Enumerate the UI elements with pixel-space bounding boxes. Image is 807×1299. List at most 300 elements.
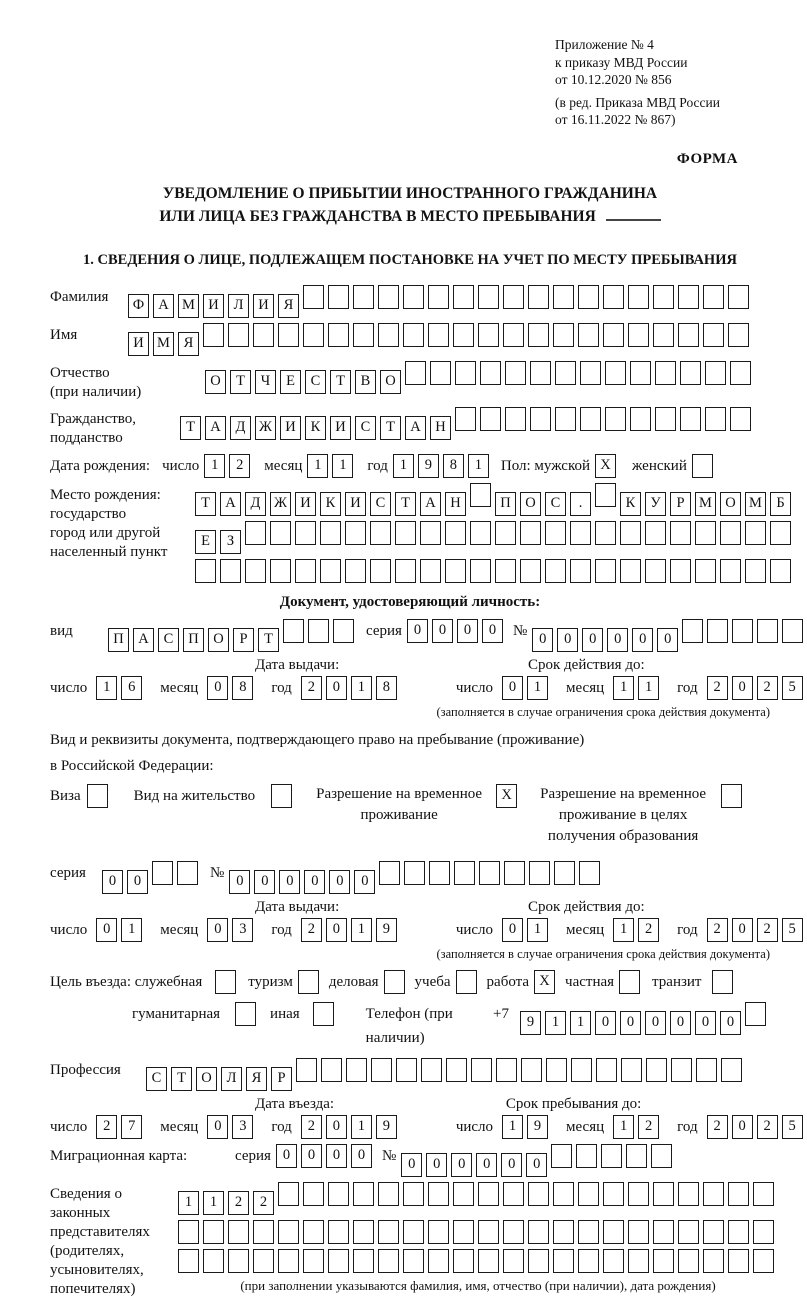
char-box[interactable]	[345, 521, 366, 545]
char-box[interactable]	[579, 861, 600, 885]
id-valid-day-boxes[interactable]	[502, 676, 552, 700]
char-box[interactable]: З	[220, 530, 241, 554]
char-box[interactable]: Т	[395, 492, 416, 516]
char-box[interactable]: 2	[757, 676, 778, 700]
char-box[interactable]: М	[153, 332, 174, 356]
char-box[interactable]: 2	[301, 1115, 322, 1139]
surname-boxes[interactable]	[128, 285, 753, 318]
profession-boxes[interactable]	[146, 1058, 746, 1091]
char-box[interactable]	[152, 861, 173, 885]
char-box[interactable]: 0	[620, 1011, 641, 1035]
patronymic-boxes[interactable]	[205, 361, 755, 394]
char-box[interactable]	[453, 1182, 474, 1206]
char-box[interactable]: 1	[527, 918, 548, 942]
char-box[interactable]: А	[405, 416, 426, 440]
char-box[interactable]	[178, 1249, 199, 1273]
permit-number-boxes[interactable]	[229, 861, 604, 894]
char-box[interactable]	[446, 1058, 467, 1082]
char-box[interactable]	[504, 861, 525, 885]
char-box[interactable]	[680, 361, 701, 385]
citizenship-boxes[interactable]	[180, 407, 755, 440]
char-box[interactable]	[378, 1249, 399, 1273]
char-box[interactable]	[505, 361, 526, 385]
char-box[interactable]: 0	[732, 918, 753, 942]
char-box[interactable]: 5	[782, 1115, 803, 1139]
char-box[interactable]	[720, 559, 741, 583]
char-box[interactable]	[428, 285, 449, 309]
char-box[interactable]	[445, 559, 466, 583]
char-box[interactable]	[545, 521, 566, 545]
char-box[interactable]	[696, 1058, 717, 1082]
char-box[interactable]: Е	[280, 370, 301, 394]
char-box[interactable]: И	[203, 294, 224, 318]
char-box[interactable]	[428, 1220, 449, 1244]
char-box[interactable]	[630, 407, 651, 431]
char-box[interactable]: 5	[782, 918, 803, 942]
char-box[interactable]	[378, 323, 399, 347]
char-box[interactable]: 2	[707, 676, 728, 700]
char-box[interactable]: 2	[638, 1115, 659, 1139]
char-box[interactable]	[178, 1220, 199, 1244]
char-box[interactable]	[353, 1220, 374, 1244]
char-box[interactable]: 2	[707, 1115, 728, 1139]
char-box[interactable]: И	[253, 294, 274, 318]
char-box[interactable]	[670, 521, 691, 545]
char-box[interactable]: К	[620, 492, 641, 516]
id-issue-year-boxes[interactable]	[301, 676, 401, 700]
char-box[interactable]	[495, 559, 516, 583]
char-box[interactable]: 0	[476, 1153, 497, 1177]
char-box[interactable]: К	[320, 492, 341, 516]
char-box[interactable]	[678, 1220, 699, 1244]
char-box[interactable]: 0	[501, 1153, 522, 1177]
char-box[interactable]	[578, 1220, 599, 1244]
char-box[interactable]: 2	[96, 1115, 117, 1139]
char-box[interactable]: 1	[613, 918, 634, 942]
char-box[interactable]	[404, 861, 425, 885]
char-box[interactable]	[578, 285, 599, 309]
char-box[interactable]: Р	[271, 1067, 292, 1091]
char-box[interactable]	[445, 521, 466, 545]
char-box[interactable]: 1	[203, 1191, 224, 1215]
char-box[interactable]: А	[153, 294, 174, 318]
char-box[interactable]	[478, 323, 499, 347]
char-box[interactable]	[655, 361, 676, 385]
char-box[interactable]	[503, 323, 524, 347]
char-box[interactable]	[420, 559, 441, 583]
char-box[interactable]	[278, 1182, 299, 1206]
char-box[interactable]	[646, 1058, 667, 1082]
study-checkbox[interactable]	[456, 970, 481, 994]
char-box[interactable]	[628, 285, 649, 309]
char-box[interactable]	[480, 361, 501, 385]
char-box[interactable]	[384, 970, 405, 994]
char-box[interactable]	[478, 285, 499, 309]
char-box[interactable]: П	[495, 492, 516, 516]
char-box[interactable]: 0	[595, 1011, 616, 1035]
char-box[interactable]: 1	[570, 1011, 591, 1035]
char-box[interactable]	[553, 1249, 574, 1273]
char-box[interactable]	[353, 323, 374, 347]
char-box[interactable]: 8	[376, 676, 397, 700]
char-box[interactable]: Т	[258, 628, 279, 652]
char-box[interactable]: 0	[557, 628, 578, 652]
char-box[interactable]	[253, 1220, 274, 1244]
char-box[interactable]	[278, 1220, 299, 1244]
char-box[interactable]: 0	[279, 870, 300, 894]
phone-boxes[interactable]	[520, 1002, 770, 1035]
char-box[interactable]	[703, 1220, 724, 1244]
char-box[interactable]	[728, 285, 749, 309]
char-box[interactable]	[653, 1182, 674, 1206]
char-box[interactable]: 9	[376, 918, 397, 942]
char-box[interactable]	[553, 285, 574, 309]
char-box[interactable]: А	[205, 416, 226, 440]
char-box[interactable]: 0	[407, 619, 428, 643]
char-box[interactable]	[619, 970, 640, 994]
char-box[interactable]	[429, 861, 450, 885]
tourism-checkbox[interactable]	[298, 970, 323, 994]
char-box[interactable]: 1	[204, 454, 225, 478]
char-box[interactable]	[453, 1249, 474, 1273]
char-box[interactable]: 0	[207, 1115, 228, 1139]
edu-permit-checkbox[interactable]	[721, 784, 746, 808]
char-box[interactable]	[353, 1249, 374, 1273]
char-box[interactable]: 0	[432, 619, 453, 643]
char-box[interactable]	[707, 619, 728, 643]
char-box[interactable]: 2	[757, 1115, 778, 1139]
permit-valid-month-boxes[interactable]	[613, 918, 663, 942]
char-box[interactable]	[553, 1182, 574, 1206]
char-box[interactable]: 1	[613, 1115, 634, 1139]
char-box[interactable]	[580, 407, 601, 431]
char-box[interactable]	[678, 1249, 699, 1273]
char-box[interactable]: 5	[782, 676, 803, 700]
char-box[interactable]: Д	[230, 416, 251, 440]
char-box[interactable]	[655, 407, 676, 431]
birthplace-boxes-3[interactable]	[195, 559, 795, 583]
char-box[interactable]	[551, 1144, 572, 1168]
id-issue-month-boxes[interactable]	[207, 676, 257, 700]
char-box[interactable]	[721, 784, 742, 808]
char-box[interactable]	[203, 323, 224, 347]
char-box[interactable]	[578, 323, 599, 347]
char-box[interactable]	[308, 619, 329, 643]
char-box[interactable]: 0	[732, 676, 753, 700]
char-box[interactable]: 0	[326, 676, 347, 700]
char-box[interactable]: 1	[96, 676, 117, 700]
char-box[interactable]	[379, 861, 400, 885]
char-box[interactable]: 0	[426, 1153, 447, 1177]
char-box[interactable]	[303, 1249, 324, 1273]
char-box[interactable]	[603, 1182, 624, 1206]
char-box[interactable]: И	[128, 332, 149, 356]
permit-valid-day-boxes[interactable]	[502, 918, 552, 942]
char-box[interactable]: Я	[278, 294, 299, 318]
char-box[interactable]	[370, 521, 391, 545]
char-box[interactable]: Ж	[255, 416, 276, 440]
char-box[interactable]	[529, 861, 550, 885]
char-box[interactable]: В	[355, 370, 376, 394]
official-checkbox[interactable]	[215, 970, 240, 994]
char-box[interactable]	[530, 407, 551, 431]
char-box[interactable]: Л	[228, 294, 249, 318]
char-box[interactable]	[278, 323, 299, 347]
char-box[interactable]: Р	[670, 492, 691, 516]
char-box[interactable]	[195, 559, 216, 583]
char-box[interactable]: 0	[670, 1011, 691, 1035]
char-box[interactable]	[630, 361, 651, 385]
char-box[interactable]	[321, 1058, 342, 1082]
reps-boxes-1[interactable]	[178, 1182, 778, 1215]
char-box[interactable]: 0	[96, 918, 117, 942]
char-box[interactable]	[578, 1182, 599, 1206]
char-box[interactable]: 0	[632, 628, 653, 652]
char-box[interactable]	[228, 1249, 249, 1273]
char-box[interactable]: 3	[232, 918, 253, 942]
char-box[interactable]	[235, 1002, 256, 1026]
char-box[interactable]	[745, 559, 766, 583]
entry-year-boxes[interactable]	[301, 1115, 401, 1139]
char-box[interactable]	[320, 559, 341, 583]
char-box[interactable]	[680, 407, 701, 431]
char-box[interactable]: 2	[301, 676, 322, 700]
char-box[interactable]	[245, 559, 266, 583]
char-box[interactable]: 0	[457, 619, 478, 643]
humanitarian-checkbox[interactable]	[235, 1002, 260, 1026]
char-box[interactable]: А	[220, 492, 241, 516]
char-box[interactable]: Н	[445, 492, 466, 516]
char-box[interactable]	[253, 323, 274, 347]
char-box[interactable]: 0	[254, 870, 275, 894]
char-box[interactable]: 0	[102, 870, 123, 894]
char-box[interactable]	[753, 1220, 774, 1244]
char-box[interactable]	[653, 285, 674, 309]
char-box[interactable]: 6	[121, 676, 142, 700]
char-box[interactable]	[228, 1220, 249, 1244]
char-box[interactable]	[528, 1249, 549, 1273]
char-box[interactable]	[620, 559, 641, 583]
id-valid-year-boxes[interactable]	[707, 676, 807, 700]
char-box[interactable]	[454, 861, 475, 885]
birth-month-boxes[interactable]	[307, 454, 357, 478]
char-box[interactable]	[295, 521, 316, 545]
char-box[interactable]	[555, 361, 576, 385]
char-box[interactable]: 0	[401, 1153, 422, 1177]
char-box[interactable]	[530, 361, 551, 385]
char-box[interactable]: У	[645, 492, 666, 516]
char-box[interactable]	[303, 1220, 324, 1244]
char-box[interactable]: И	[280, 416, 301, 440]
char-box[interactable]: 0	[304, 870, 325, 894]
char-box[interactable]: 0	[207, 918, 228, 942]
char-box[interactable]: 0	[502, 676, 523, 700]
char-box[interactable]	[203, 1249, 224, 1273]
char-box[interactable]: 7	[121, 1115, 142, 1139]
char-box[interactable]: 0	[582, 628, 603, 652]
char-box[interactable]	[478, 1220, 499, 1244]
char-box[interactable]: Ч	[255, 370, 276, 394]
char-box[interactable]: 0	[329, 870, 350, 894]
char-box[interactable]: 0	[695, 1011, 716, 1035]
char-box[interactable]	[220, 559, 241, 583]
char-box[interactable]: О	[208, 628, 229, 652]
char-box[interactable]: X	[595, 454, 616, 478]
char-box[interactable]	[578, 1249, 599, 1273]
char-box[interactable]	[712, 970, 733, 994]
char-box[interactable]	[203, 1220, 224, 1244]
char-box[interactable]	[303, 285, 324, 309]
char-box[interactable]	[720, 521, 741, 545]
char-box[interactable]: 0	[482, 619, 503, 643]
char-box[interactable]	[403, 323, 424, 347]
char-box[interactable]	[405, 361, 426, 385]
char-box[interactable]	[528, 1182, 549, 1206]
char-box[interactable]	[503, 1249, 524, 1273]
char-box[interactable]	[403, 285, 424, 309]
id-series-boxes[interactable]	[407, 619, 507, 643]
char-box[interactable]	[320, 521, 341, 545]
char-box[interactable]: 9	[418, 454, 439, 478]
char-box[interactable]: Е	[195, 530, 216, 554]
char-box[interactable]: 1	[527, 676, 548, 700]
char-box[interactable]: И	[330, 416, 351, 440]
char-box[interactable]: И	[295, 492, 316, 516]
char-box[interactable]	[555, 407, 576, 431]
char-box[interactable]: 2	[253, 1191, 274, 1215]
char-box[interactable]: 2	[228, 1191, 249, 1215]
entry-day-boxes[interactable]	[96, 1115, 146, 1139]
char-box[interactable]: 3	[232, 1115, 253, 1139]
char-box[interactable]	[503, 1182, 524, 1206]
permit-issue-day-boxes[interactable]	[96, 918, 146, 942]
char-box[interactable]	[671, 1058, 692, 1082]
char-box[interactable]: 0	[301, 1144, 322, 1168]
char-box[interactable]	[328, 285, 349, 309]
name-boxes[interactable]	[128, 323, 753, 356]
char-box[interactable]	[303, 1182, 324, 1206]
char-box[interactable]: О	[520, 492, 541, 516]
char-box[interactable]	[621, 1058, 642, 1082]
char-box[interactable]	[403, 1182, 424, 1206]
char-box[interactable]	[270, 521, 291, 545]
char-box[interactable]: 0	[720, 1011, 741, 1035]
other-checkbox[interactable]	[313, 1002, 338, 1026]
char-box[interactable]	[728, 1182, 749, 1206]
char-box[interactable]: 0	[607, 628, 628, 652]
char-box[interactable]	[453, 1220, 474, 1244]
char-box[interactable]	[428, 1249, 449, 1273]
char-box[interactable]: 0	[502, 918, 523, 942]
char-box[interactable]	[571, 1058, 592, 1082]
char-box[interactable]: С	[146, 1067, 167, 1091]
char-box[interactable]: 2	[707, 918, 728, 942]
char-box[interactable]: 0	[207, 676, 228, 700]
char-box[interactable]	[395, 559, 416, 583]
char-box[interactable]: Т	[330, 370, 351, 394]
char-box[interactable]: Б	[770, 492, 791, 516]
char-box[interactable]: Ж	[270, 492, 291, 516]
char-box[interactable]: 8	[232, 676, 253, 700]
char-box[interactable]: М	[745, 492, 766, 516]
char-box[interactable]	[378, 1220, 399, 1244]
stay-year-boxes[interactable]	[707, 1115, 807, 1139]
char-box[interactable]: 0	[657, 628, 678, 652]
char-box[interactable]	[296, 1058, 317, 1082]
char-box[interactable]	[353, 285, 374, 309]
char-box[interactable]: 0	[354, 870, 375, 894]
reps-boxes-3[interactable]	[178, 1249, 778, 1273]
char-box[interactable]	[215, 970, 236, 994]
char-box[interactable]	[403, 1220, 424, 1244]
char-box[interactable]	[705, 361, 726, 385]
char-box[interactable]	[576, 1144, 597, 1168]
char-box[interactable]: 9	[527, 1115, 548, 1139]
stay-day-boxes[interactable]	[502, 1115, 552, 1139]
entry-month-boxes[interactable]	[207, 1115, 257, 1139]
char-box[interactable]: М	[178, 294, 199, 318]
char-box[interactable]	[333, 619, 354, 643]
char-box[interactable]	[595, 559, 616, 583]
business-checkbox[interactable]	[384, 970, 409, 994]
char-box[interactable]	[480, 407, 501, 431]
char-box[interactable]	[428, 323, 449, 347]
char-box[interactable]	[757, 619, 778, 643]
char-box[interactable]: С	[370, 492, 391, 516]
sex-female-checkbox[interactable]	[692, 454, 717, 478]
temp-permit-checkbox[interactable]	[496, 784, 521, 808]
char-box[interactable]	[745, 1002, 766, 1026]
char-box[interactable]: Л	[221, 1067, 242, 1091]
char-box[interactable]	[678, 285, 699, 309]
char-box[interactable]	[580, 361, 601, 385]
char-box[interactable]: 0	[326, 1115, 347, 1139]
char-box[interactable]	[470, 521, 491, 545]
char-box[interactable]	[396, 1058, 417, 1082]
char-box[interactable]: 0	[532, 628, 553, 652]
char-box[interactable]	[370, 559, 391, 583]
char-box[interactable]	[601, 1144, 622, 1168]
char-box[interactable]: 1	[638, 676, 659, 700]
char-box[interactable]	[479, 861, 500, 885]
char-box[interactable]	[503, 285, 524, 309]
char-box[interactable]	[730, 407, 751, 431]
char-box[interactable]	[420, 521, 441, 545]
char-box[interactable]: О	[205, 370, 226, 394]
char-box[interactable]	[703, 323, 724, 347]
char-box[interactable]: А	[420, 492, 441, 516]
char-box[interactable]	[753, 1182, 774, 1206]
char-box[interactable]	[528, 285, 549, 309]
char-box[interactable]	[496, 1058, 517, 1082]
char-box[interactable]: 0	[127, 870, 148, 894]
mig-number-boxes[interactable]	[401, 1144, 676, 1177]
char-box[interactable]	[328, 1220, 349, 1244]
work-checkbox[interactable]	[534, 970, 559, 994]
char-box[interactable]: Т	[230, 370, 251, 394]
char-box[interactable]	[626, 1144, 647, 1168]
id-valid-month-boxes[interactable]	[613, 676, 663, 700]
char-box[interactable]	[653, 323, 674, 347]
char-box[interactable]: 1	[121, 918, 142, 942]
char-box[interactable]: Я	[246, 1067, 267, 1091]
char-box[interactable]	[728, 323, 749, 347]
char-box[interactable]: 1	[351, 1115, 372, 1139]
char-box[interactable]	[703, 285, 724, 309]
char-box[interactable]: О	[380, 370, 401, 394]
char-box[interactable]: Д	[245, 492, 266, 516]
char-box[interactable]	[653, 1220, 674, 1244]
